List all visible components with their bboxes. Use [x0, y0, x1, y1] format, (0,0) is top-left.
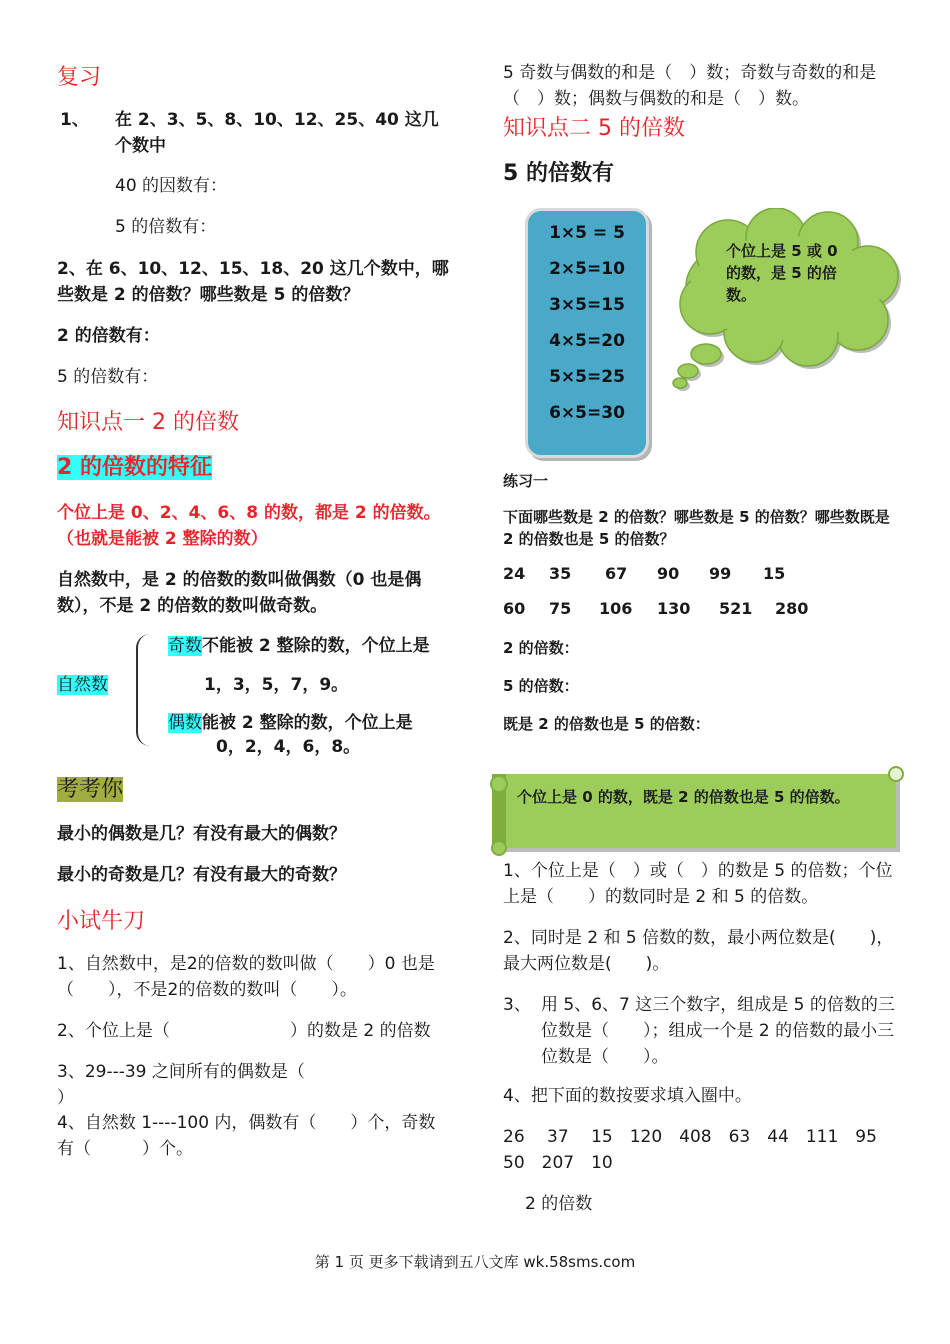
scroll-banner-shape: [488, 764, 908, 860]
exercise-answer-2: 2 的倍数：: [503, 639, 579, 657]
kp2-title: 知识点二 5 的倍数: [503, 116, 685, 141]
mul-line-3: 3×5=15: [549, 295, 625, 315]
trial-q3: 3、29---39 之间所有的偶数是（ ）: [57, 1062, 305, 1108]
odd-label: 奇数: [168, 636, 202, 656]
q2-answer-5: 5 的倍数有：: [57, 367, 159, 387]
feature-rule: 个位上是 0、2、4、6、8 的数，都是 2 的倍数。（也就是能被 2 整除的数）: [57, 503, 441, 549]
exercise-answer-5: 5 的倍数：: [503, 677, 579, 695]
ex-num: 60: [503, 599, 526, 618]
practice-q4-numbers: 26 37 15 120 408 63 44 111 95 50 207 10: [503, 1127, 894, 1173]
ex-num: 99: [709, 564, 732, 583]
q1-number: 1、: [60, 110, 89, 130]
even-digits: 0，2，4，6，8。: [216, 737, 361, 757]
quiz-title-text: 考考你: [57, 777, 124, 802]
feature-title: [57, 452, 212, 484]
trial-title: 小试牛刀: [57, 909, 146, 934]
ex-num: 67: [605, 564, 628, 583]
q1-text: 在 2、3、5、8、10、12、25、40 这几个数中: [115, 110, 439, 156]
exercise-row-1: [503, 563, 785, 585]
ex-num: 90: [657, 564, 680, 583]
odd-desc: 不能被 2 整除的数，个位上是: [202, 636, 430, 656]
multiples-title: 5 的倍数有: [503, 161, 614, 186]
mul-line-5: 5×5=25: [549, 367, 625, 387]
circle-label-2: 2 的倍数: [525, 1194, 593, 1214]
page-footer: 第 1 页 更多下载请到五八文库 wk.58sms.com: [314, 1253, 636, 1271]
kp1-title: 知识点一 2 的倍数: [57, 410, 239, 435]
quiz-q2: 最小的奇数是几？有没有最大的奇数？: [57, 865, 346, 885]
q1-answer-multiples: 5 的倍数有：: [115, 217, 217, 237]
mul-line-6: 6×5=30: [549, 403, 625, 423]
ex-num: 130: [657, 599, 691, 618]
even-label: 偶数: [168, 713, 202, 733]
diagram-root: [57, 672, 108, 698]
trial-q2-end: ）的数是 2 的倍数: [290, 1021, 431, 1041]
even-row: [168, 710, 413, 736]
practice-q2: 2、同时是 2 和 5 倍数的数，最小两位数是( )，最大两位数是( )。: [503, 928, 894, 974]
exercise-row-2: [503, 598, 808, 620]
scroll-text: 个位上是 0 的数，既是 2 的倍数也是 5 的倍数。: [517, 788, 850, 806]
even-desc: 能被 2 整除的数，个位上是: [202, 713, 413, 733]
mul-line-4: 4×5=20: [549, 331, 625, 351]
q2-answer-2: 2 的倍数有：: [57, 326, 160, 346]
odd-digits: 1，3，5，7，9。: [204, 675, 349, 695]
ex-num: 35: [549, 564, 572, 583]
cloud-text: 个位上是 5 或 0 的数，是 5 的倍数。: [726, 242, 838, 304]
mul-line-1: 1×5 = 5: [549, 223, 625, 243]
practice-q1: 1、个位上是（ ）或（ ）的数是 5 的倍数；个位上是（ ）的数同时是 2 和 5 的倍数。: [503, 861, 893, 907]
exercise-title: 练习一: [503, 472, 549, 490]
exercise-question: 下面哪些数是 2 的倍数？哪些数是 5 的倍数？哪些数既是 2 的倍数也是 5 的倍数？: [503, 508, 890, 548]
trial-q4: 4、自然数 1----100 内，偶数有（ ）个，奇数有（ ）个。: [57, 1113, 436, 1159]
feature-title-text: 2 的倍数的特征: [57, 455, 212, 480]
natural-number-label: 自然数: [57, 675, 108, 695]
quiz-title: [57, 774, 123, 806]
practice-q3-number: 3、: [503, 995, 531, 1015]
ex-num: 24: [503, 564, 526, 583]
ex-num: 75: [549, 599, 572, 618]
trial-q1: 1、自然数中，是2的倍数的数叫做（ ）0 也是（ ），不是2的倍数的数叫（ ）。: [57, 954, 435, 1000]
quiz-q1: 最小的偶数是几？有没有最大的偶数？: [57, 824, 346, 844]
practice-q3-text: 用 5、6、7 这三个数字，组成是 5 的倍数的三位数是（ ）；组成一个是 2 的倍数的最小三位数是（ ）。: [541, 995, 895, 1067]
q1-answer-factors: 40 的因数有：: [115, 176, 228, 196]
ex-num: 521: [719, 599, 753, 618]
practice-q4: 4、把下面的数按要求填入圈中。: [503, 1086, 752, 1106]
natural-definition: 自然数中，是 2 的倍数的数叫做偶数（0 也是偶数），不是 2 的倍数的数叫做奇数。: [57, 570, 422, 616]
ex-num: 106: [599, 599, 633, 618]
exercise-answer-both: 既是 2 的倍数也是 5 的倍数：: [503, 715, 710, 733]
q2-text: 2、在 6、10、12、15、18、20 这几个数中，哪些数是 2 的倍数？哪些数是 5 的倍数？: [57, 259, 449, 305]
mul-line-2: 2×5=10: [549, 259, 625, 279]
sum-question: 5 奇数与偶数的和是（ ）数；奇数与奇数的和是（ ）数；偶数与偶数的和是（ ）数。: [503, 63, 877, 109]
odd-row: [168, 633, 430, 659]
review-title: 复习: [57, 65, 102, 90]
ex-num: 15: [763, 564, 786, 583]
multiplication-box: [525, 208, 649, 458]
trial-q2-start: 2、个位上是（: [57, 1021, 170, 1041]
ex-num: 280: [775, 599, 809, 618]
diagram-brace: [136, 634, 152, 746]
